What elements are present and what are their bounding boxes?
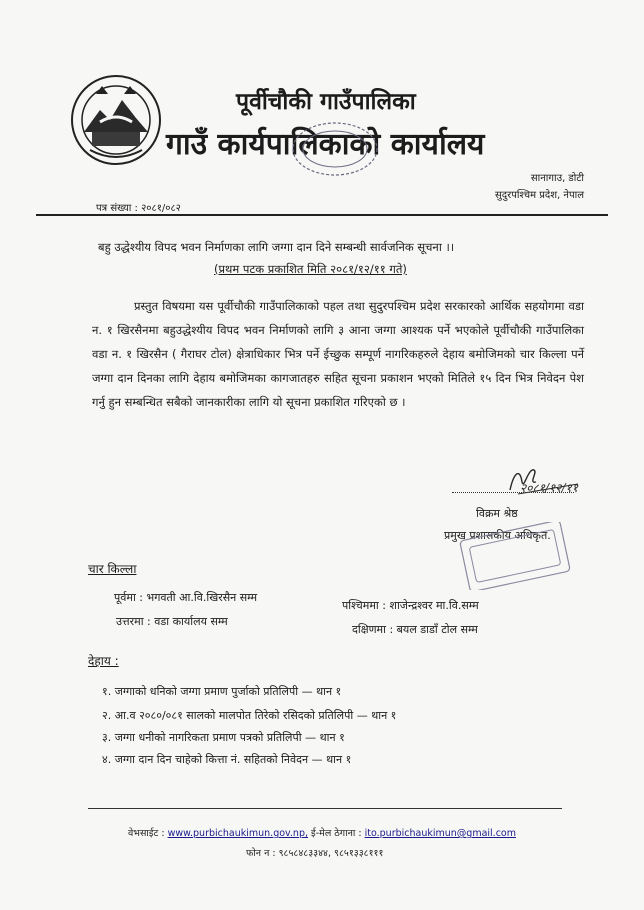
footer-contact [128,826,516,839]
office-stamp-icon [290,120,380,178]
notice-subject: बहु उद्धेश्यीय विपद भवन निर्माणका लागि जग्गा दान दिने सम्बन्धी सार्वजनिक सूचना ।। [98,240,455,254]
boundaries-heading: चार किल्ला [88,562,137,576]
reference-number: पत्र संख्या : २०८१/०८२ [96,203,181,214]
email-link[interactable]: ito.purbichaukimun@gmail.com [364,828,516,839]
requirement-item: २. आ.व २०८०/०८१ सालको मालपोत तिरेको रसिदको प्रतिलिपी — थान १ [102,709,397,722]
footer-phone: फोन न : ९८५८४८३३४४, ९८५१३३८१११ [246,848,384,859]
requirements-heading: देहाय : [88,654,119,668]
boundary-north: उत्तरमा : वडा कार्यालय सम्म [116,615,228,628]
requirement-item: १. जग्गाको धनिको जग्गा प्रमाण पुर्जाको प्रतिलिपी — थान १ [102,685,342,698]
publication-date: (प्रथम पटक प्रकाशित मिति २०८१/१२/११ गते) [214,262,407,276]
notice-body: प्रस्तुत विषयमा यस पूर्वीचौकी गाउँपालिकाको पहल तथा सुदुरपश्चिम प्रदेश सरकारको आर्थिक सहयोगमा वडा न. १ खिरसैनमा बहुउद्धेश्यीय विपद भवन निर्माणको लागि ३ आना जग्गा आश्यक पर्ने भएकोले पूर्वीचौकी गाउँपालिका वडा न. १ खिरसैन ( गैराघर टोल) क्षेत्राधिकार भित्र पर्ने ईच्छुक सम्पूर्ण नागरिकहरुले देहाय बमोजिमको चार किल्ला पर्ने जग्गा दान दिनका लागि देहाय बमोजिमका कागजातहरु सहित सूचना प्रकाशन भएको मितिले १५ दिन भित्र निवेदन पेश गर्नु हुन सम्बन्धित सबैको जानकारीका लागि यो सूचना प्रकाशित गरिएको छ । [92,299,584,409]
boundary-east: पूर्वमा : भगवती आ.वि.खिरसैन सम्म [114,591,258,604]
signature-date: २०८१/१२/११ [520,481,579,495]
email-label: ई-मेल ठेगाना : [311,828,362,839]
website-label: वेभसाईट : [128,828,165,839]
handwritten-signature-icon [480,460,580,500]
office-name: गाउँ कार्यपालिकाको कार्यालय [166,127,485,162]
boundary-south: दक्षिणमा : बयल डाडाँ टोल सम्म [352,623,478,636]
address-line-2: सुदुरपश्चिम प्रदेश, नेपाल [495,190,584,201]
requirement-item: ४. जग्गा दान दिन चाहेको कित्ता नं. सहितको निवेदन — थान १ [102,753,352,766]
address-line-1: सानागाउ, डोटी [530,173,584,184]
municipality-name: पूर्वीचौकी गाउँपालिका [236,89,416,115]
designation-stamp-icon [456,522,574,590]
footer-divider [88,808,562,809]
government-emblem-icon [70,74,162,166]
office-address [495,170,584,204]
website-link[interactable]: www.purbichaukimun.gov.np, [167,828,309,839]
boundary-west: पश्चिममा : शाजेन्द्रश्वर मा.वि.सम्म [342,599,479,612]
header-divider [36,214,608,216]
signatory-name: विक्रम श्रेष्ठ [476,507,518,520]
signature-line [452,492,574,493]
requirement-item: ३. जग्गा धनीको नागरिकता प्रमाण पत्रको प्रतिलिपी — थान १ [102,731,345,744]
signatory-designation: प्रमुख प्रशासकीय अधिकृत. [444,529,551,542]
